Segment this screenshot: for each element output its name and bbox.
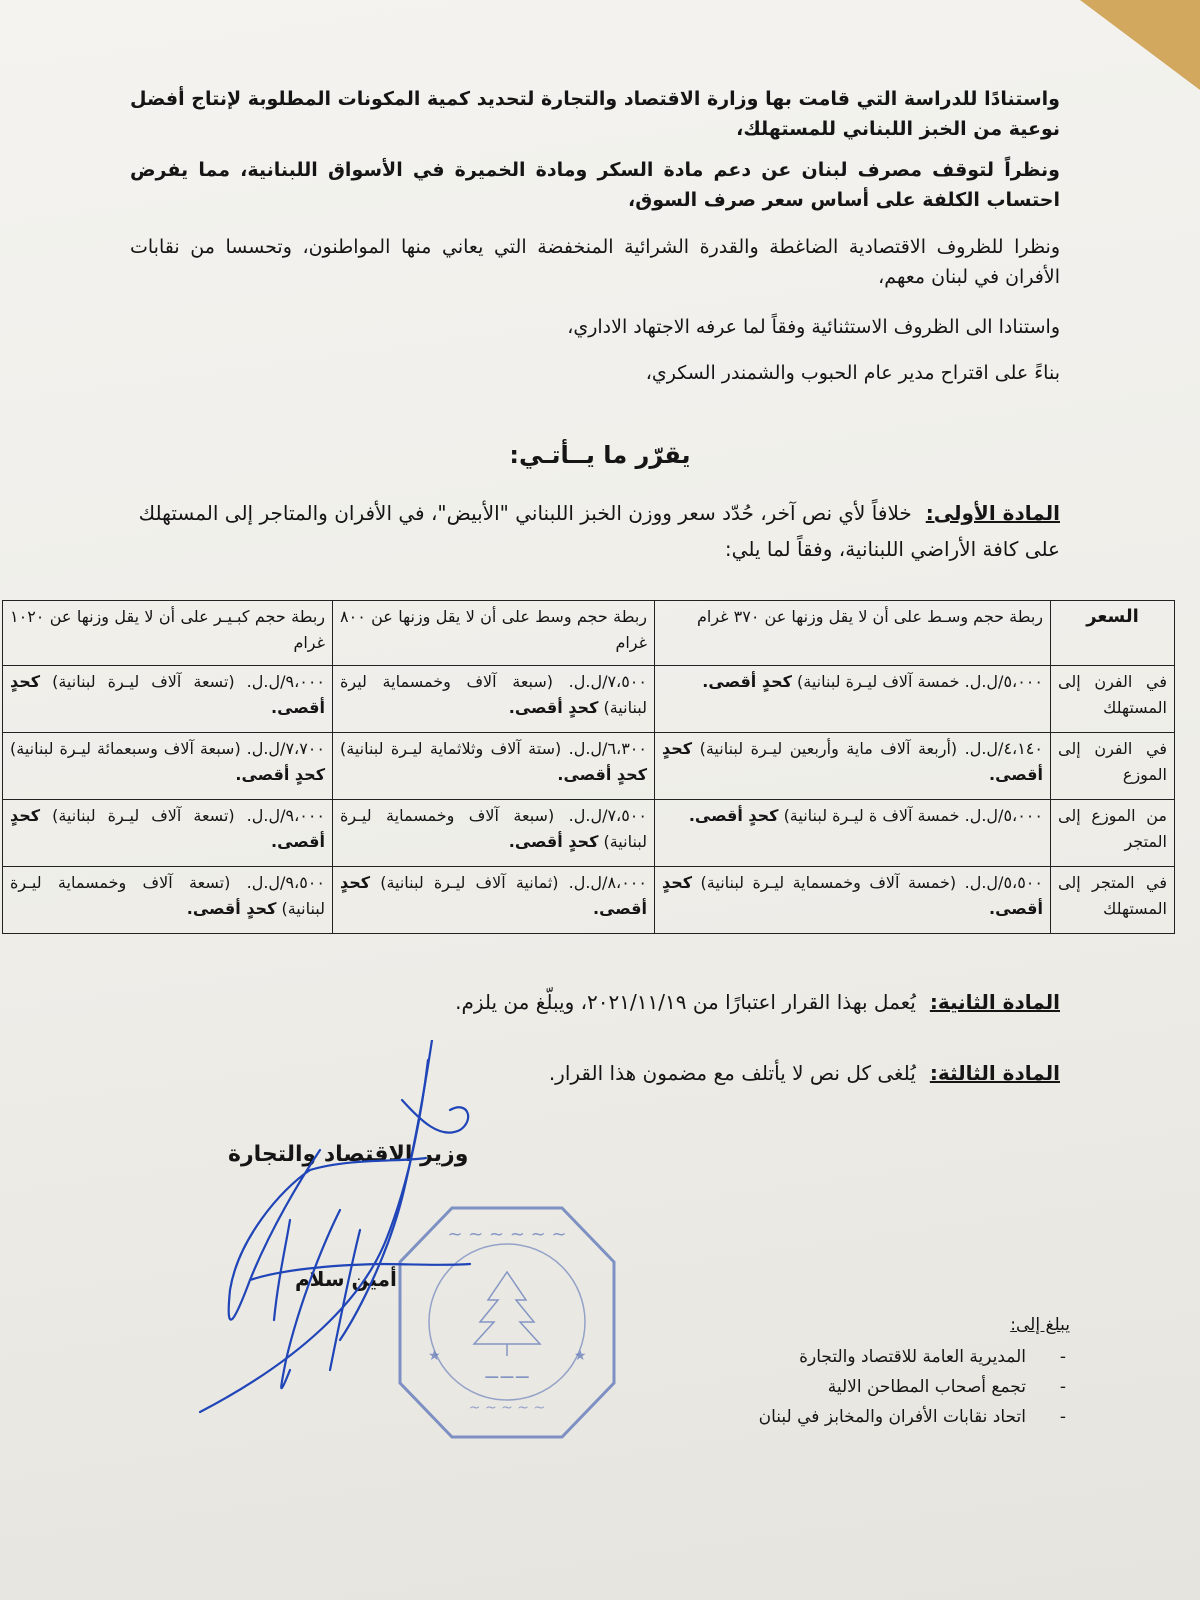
list-item: - تجمع أصحاب المطاحن الالية [650,1372,1070,1402]
preamble-exceptional: واستنادا الى الظروف الاستثنائية وفقاً لما عرفه الاجتهاد الاداري، [567,316,1060,338]
header-price: السعر [1051,601,1175,666]
price-cell [333,800,655,867]
price-limit: كحدٍ أقصى. [702,672,792,691]
article-one-text: خلافاً لأي نص آخر، حُدّد سعر ووزن الخبز اللبناني "الأبيض"، في الأفران والمتاجر إلى المستهلك على كافة الأراضي اللبنانية، وفقاً لما يلي: [138,501,1060,561]
price-limit: كحدٍ أقصى. [662,739,1043,784]
price-cell [3,733,333,800]
svg-text:~ ~ ~ ~ ~: ~ ~ ~ ~ ~ [468,1400,546,1416]
price-value: ٤،١٤٠/ل.ل. (أربعة آلاف ماية وأربعين ليـرة لبنانية) [699,739,1043,758]
preamble-study: واستنادًا للدراسة التي قامت بها وزارة الاقتصاد والتجارة لتحديد كمية المكونات المطلوبة لإنتاج أفضل نوعية من الخبز اللبناني للمستهلك، [130,88,1060,140]
price-cell [333,733,655,800]
preamble-economic-conditions: ونظرا للظروف الاقتصادية الضاغطة والقدرة الشرائية المنخفضة التي يعاني منها المواطنون، وتحسسا من نقابات الأفران في لبنان معهم، [130,236,1060,288]
price-limit: كحدٍ أقصى. [10,806,325,851]
route-cell: من الموزع إلى المتجر [1051,800,1175,867]
price-limit: كحدٍ أقصى. [688,806,779,825]
price-value: ٨،٠٠٠/ل.ل. (ثمانية آلاف ليـرة لبنانية) [380,873,647,892]
decision-heading: يقرّر ما يــأتـي: [509,441,691,469]
price-value: ٧،٧٠٠/ل.ل. (سبعة آلاف وسبعمائة ليـرة لبنانية) [10,739,325,758]
route-cell: في الفرن إلى المستهلك [1051,666,1175,733]
svg-text:~ ~ ~ ~ ~ ~: ~ ~ ~ ~ ~ ~ [447,1224,567,1245]
price-cell [3,666,333,733]
price-limit: كحدٍ أقصى. [340,873,647,918]
handwritten-signature [190,1040,510,1420]
price-value: ٥،٠٠٠/ل.ل. خمسة آلاف ليـرة لبنانية) [797,672,1043,691]
price-value: ٧،٥٠٠/ل.ل. (سبعة آلاف وخمسماية ليـرة لبنانية) [340,806,647,851]
price-value: ٩،٠٠٠/ل.ل. (تسعة آلاف ليـرة لبنانية) [52,672,326,691]
route-cell: في المتجر إلى المستهلك [1051,867,1175,934]
price-limit: كحدٍ أقصى. [508,832,599,851]
preamble-proposal: بناءً على اقتراح مدير عام الحبوب والشمندر السكري، [645,362,1060,384]
notify-list [650,1342,1070,1432]
price-limit: كحدٍ أقصى. [557,765,647,784]
table-header-row [3,601,1175,666]
preamble-bank-support: ونظراً لتوقف مصرف لبنان عن دعم مادة السكر ومادة الخميرة في الأسواق اللبنانية، مما يفرض احتساب الكلفة على أساس سعر صرف السوق، [130,159,1060,211]
article-three-text: يُلغى كل نص لا يأتلف مع مضمون هذا القرار. [548,1061,916,1085]
article-two [120,984,1060,1020]
price-limit: كحدٍ أقصى. [235,765,325,784]
header-medium-bundle: ربطة حجم وسط على أن لا يقل وزنها عن ٨٠٠ غرام [333,601,655,666]
price-cell [655,733,1051,800]
notify-title: يبلغ إلى: [1010,1315,1070,1335]
article-three-label: المادة الثالثة: [929,1061,1060,1085]
price-cell [655,867,1051,934]
price-cell [3,867,333,934]
article-two-label: المادة الثانية: [929,990,1060,1014]
price-limit: كحدٍ أقصى. [508,698,599,717]
list-item: - اتحاد نقابات الأفران والمخابز في لبنان [650,1402,1070,1432]
minister-title: وزير الاقتصاد والتجارة [228,1142,469,1167]
article-two-text: يُعمل بهذا القرار اعتبارًا من ٢٠٢١/١١/١٩، ويبلّغ من يلزم. [455,990,916,1014]
header-large-bundle: ربطة حجم كبـيـر على أن لا يقل وزنها عن ١٠٢٠ غرام [3,601,333,666]
price-value: ٩،٥٠٠/ل.ل. (تسعة آلاف وخمسماية ليـرة لبنانية) [10,873,325,918]
table-row [3,733,1175,800]
price-cell [655,800,1051,867]
article-one [120,495,1060,567]
price-cell [3,800,333,867]
svg-text:★: ★ [428,1348,441,1364]
price-cell [333,867,655,934]
price-limit: كحدٍ أقصى. [662,873,1043,918]
table-row [3,666,1175,733]
price-cell [333,666,655,733]
minister-name: أمين سلام [295,1267,397,1291]
notify-block [650,1310,1070,1432]
price-limit: كحدٍ أقصى. [186,899,277,918]
table-row [3,867,1175,934]
header-small-bundle: ربطة حجم وسـط على أن لا يقل وزنها عن ٣٧٠ غرام [655,601,1051,666]
svg-text:‒‒‒: ‒‒‒ [484,1362,530,1390]
table-row [3,800,1175,867]
price-limit: كحدٍ أقصى. [10,672,325,717]
svg-text:★: ★ [574,1348,587,1364]
price-cell [655,666,1051,733]
bread-price-table [2,600,1175,934]
price-value: ٧،٥٠٠/ل.ل. (سبعة آلاف وخمسماية ليرة لبنانية) [340,672,647,717]
price-value: ٥،٥٠٠/ل.ل. (خمسة آلاف وخمسماية ليـرة لبنانية) [700,873,1043,892]
article-one-label: المادة الأولى: [925,501,1060,525]
route-cell: في الفرن إلى الموزع [1051,733,1175,800]
price-value: ٩،٠٠٠/ل.ل. (تسعة آلاف ليـرة لبنانية) [52,806,326,825]
price-value: ٥،٠٠٠/ل.ل. خمسة آلاف ة ليـرة لبنانية) [783,806,1043,825]
list-item: - المديرية العامة للاقتصاد والتجارة [650,1342,1070,1372]
price-value: ٦،٣٠٠/ل.ل. (ستة آلاف وثلاثماية ليـرة لبنانية) [340,739,647,758]
